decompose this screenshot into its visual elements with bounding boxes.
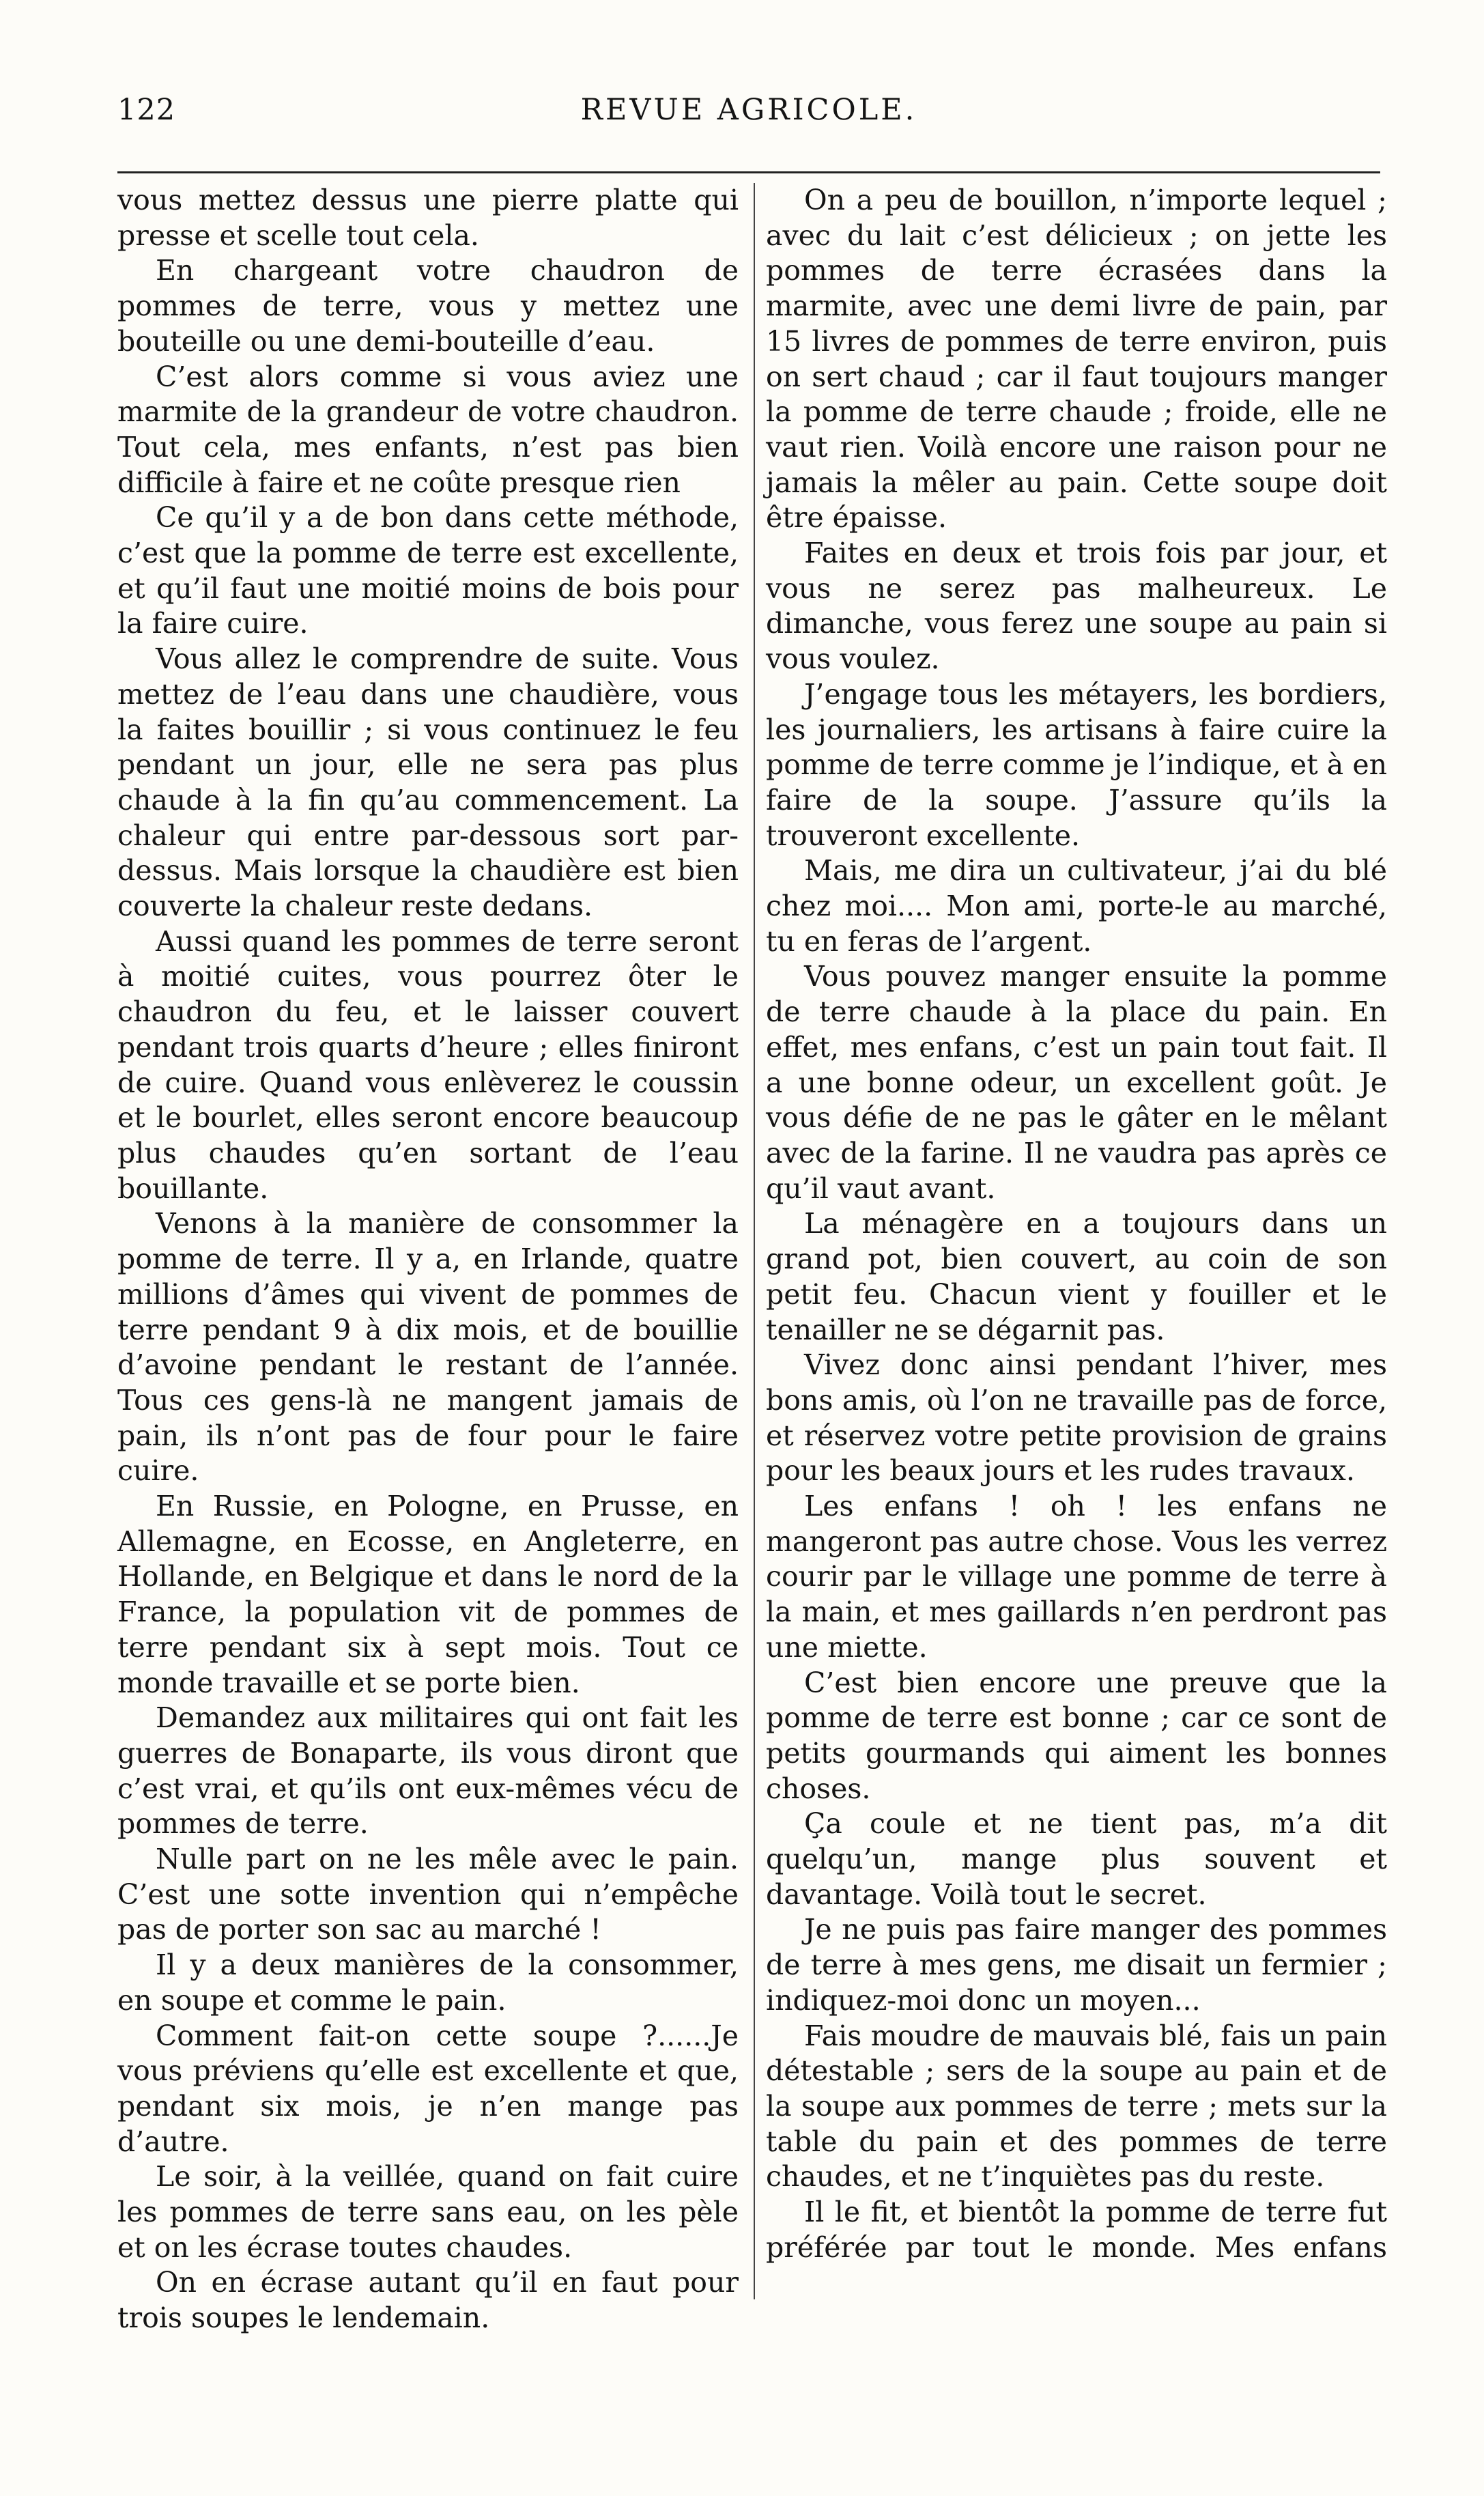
paragraph: Nulle part on ne les mêle avec le pain. C’est une sotte invention qui n’empêche pas de porter son sac au marché ! bbox=[117, 1843, 739, 1946]
paragraph: J’engage tous les métayers, les bordiers, les journaliers, les artisans à faire cuire la pomme de terre comme je l’indique, et à en faire de la soupe. J’assure qu’ils la trouveront excellente. bbox=[766, 677, 1387, 852]
paragraph: Le soir, à la veillée, quand on fait cuire les pommes de terre sans eau, on les pèle et on les écrase toutes chaudes. bbox=[117, 2160, 739, 2264]
right-column bbox=[766, 183, 1387, 2265]
page-header bbox=[117, 93, 1380, 147]
paragraph: On en écrase autant qu’il en faut pour trois soupes le lendemain. bbox=[117, 2266, 739, 2335]
paragraph: Mais, me dira un cultivateur, j’ai du blé chez moi.... Mon ami, porte-le au marché, tu en feras de l’argent. bbox=[766, 854, 1387, 958]
paragraph: Ça coule et ne tient pas, m’a dit quelqu’un, mange plus souvent et davantage. Voilà tout le secret. bbox=[766, 1807, 1387, 1911]
paragraph: Demandez aux militaires qui ont fait les guerres de Bonaparte, ils vous diront que c’est vrai, et qu’ils ont eux-mêmes vécu de pommes de terre. bbox=[117, 1701, 739, 1841]
paragraph: vous mettez dessus une pierre platte qui presse et scelle tout cela. bbox=[117, 184, 739, 252]
paragraph: Je ne puis pas faire manger des pommes de terre à mes gens, me disait un fermier ; indiquez-moi donc un moyen... bbox=[766, 1913, 1387, 2017]
paragraph: C’est bien encore une preuve que la pomme de terre est bonne ; car ce sont de petits gourmands qui aiment les bonnes choses. bbox=[766, 1666, 1387, 1805]
page-number: 122 bbox=[117, 93, 176, 127]
paragraph: En chargeant votre chaudron de pommes de terre, vous y mettez une bouteille ou une demi-bouteille d’eau. bbox=[117, 254, 739, 358]
paragraph: Il y a deux manières de la consommer, en soupe et comme le pain. bbox=[117, 1948, 739, 2017]
paragraph: Vivez donc ainsi pendant l’hiver, mes bons amis, où l’on ne travaille pas de force, et réservez votre petite provision de grains pour les beaux jours et les rudes travaux. bbox=[766, 1348, 1387, 1488]
paragraph: C’est alors comme si vous aviez une marmite de la grandeur de votre chaudron. Tout cela, mes enfants, n’est pas bien difficile à faire et ne coûte presque rien bbox=[117, 360, 739, 499]
running-title: REVUE AGRICOLE. bbox=[580, 93, 917, 127]
paragraph: Aussi quand les pommes de terre seront à moitié cuites, vous pourrez ôter le chaudron du feu, et le laisser couvert pendant trois quarts d’heure ; elles finiront de cuire. Quand vous enlèverez le coussin et le bourlet, elles seront encore beaucoup plus chaudes qu’en sortant de l’eau bouillante. bbox=[117, 924, 739, 1205]
paragraph: Venons à la manière de consommer la pomme de terre. Il y a, en Irlande, quatre millions d’âmes qui vivent de pommes de terre pendant 9 à dix mois, et de bouillie d’avoine pendant le restant de l’année. Tous ces gens-là ne mangent jamais de pain, ils n’ont pas de four pour le faire cuire. bbox=[117, 1207, 739, 1488]
paragraph: La ménagère en a toujours dans un grand pot, bien couvert, au coin de son petit feu. Chacun vient y fouiller et le tenailler ne se dégarnit pas. bbox=[766, 1207, 1387, 1346]
paragraph: Vous pouvez manger ensuite la pomme de terre chaude à la place du pain. En effet, mes enfans, c’est un pain tout fait. Il a une bonne odeur, un excellent goût. Je vous défie de ne pas le gâter en le mêlant avec de la farine. Il ne vaudra pas après ce qu’il vaut avant. bbox=[766, 960, 1387, 1205]
paragraph: Faites en deux et trois fois par jour, et vous ne serez pas malheureux. Le dimanche, vous ferez une soupe au pain si vous voulez. bbox=[766, 537, 1387, 676]
paragraph: Il le fit, et bientôt la pomme de terre fut préférée par tout le monde. Mes enfans bbox=[766, 2196, 1387, 2264]
left-column bbox=[117, 183, 739, 2336]
paragraph: Les enfans ! oh ! les enfans ne mangeront pas autre chose. Vous les verrez courir par le village une pomme de terre à la main, et mes gaillards n’en perdront pas une miette. bbox=[766, 1490, 1387, 1664]
paragraph: En Russie, en Pologne, en Prusse, en Allemagne, en Ecosse, en Angleterre, en Hollande, en Belgique et dans le nord de la France, la population vit de pommes de terre pendant six à sept mois. Tout ce monde travaille et se porte bien. bbox=[117, 1490, 739, 1699]
paragraph: On a peu de bouillon, n’importe lequel ; avec du lait c’est délicieux ; on jette les pommes de terre écrasées dans la marmite, avec une demi livre de pain, par 15 livres de pommes de terre environ, puis on sert chaud ; car il faut toujours manger la pomme de terre chaude ; froide, elle ne vaut rien. Voilà encore une raison pour ne jamais la mêler au pain. Cette soupe doit être épaisse. bbox=[766, 184, 1387, 535]
paragraph: Fais moudre de mauvais blé, fais un pain détestable ; sers de la soupe au pain et de la soupe aux pommes de terre ; mets sur la table du pain et des pommes de terre chaudes, et ne t’inquiètes pas du reste. bbox=[766, 2019, 1387, 2194]
paragraph: Vous allez le comprendre de suite. Vous mettez de l’eau dans une chaudière, vous la faites bouillir ; si vous continuez le feu pendant un jour, elle ne sera pas plus chaude à la fin qu’au commencement. La chaleur qui entre par-dessous sort par-dessus. Mais lorsque la chaudière est bien couverte la chaleur reste dedans. bbox=[117, 642, 739, 923]
paragraph: Comment fait-on cette soupe ?......Je vous préviens qu’elle est excellente et que, pendant six mois, je n’en mange pas d’autre. bbox=[117, 2019, 739, 2158]
paragraph: Ce qu’il y a de bon dans cette méthode, c’est que la pomme de terre est excellente, et qu’il faut une moitié moins de bois pour la faire cuire. bbox=[117, 501, 739, 640]
header-rule bbox=[117, 171, 1380, 173]
column-divider bbox=[754, 183, 755, 2299]
